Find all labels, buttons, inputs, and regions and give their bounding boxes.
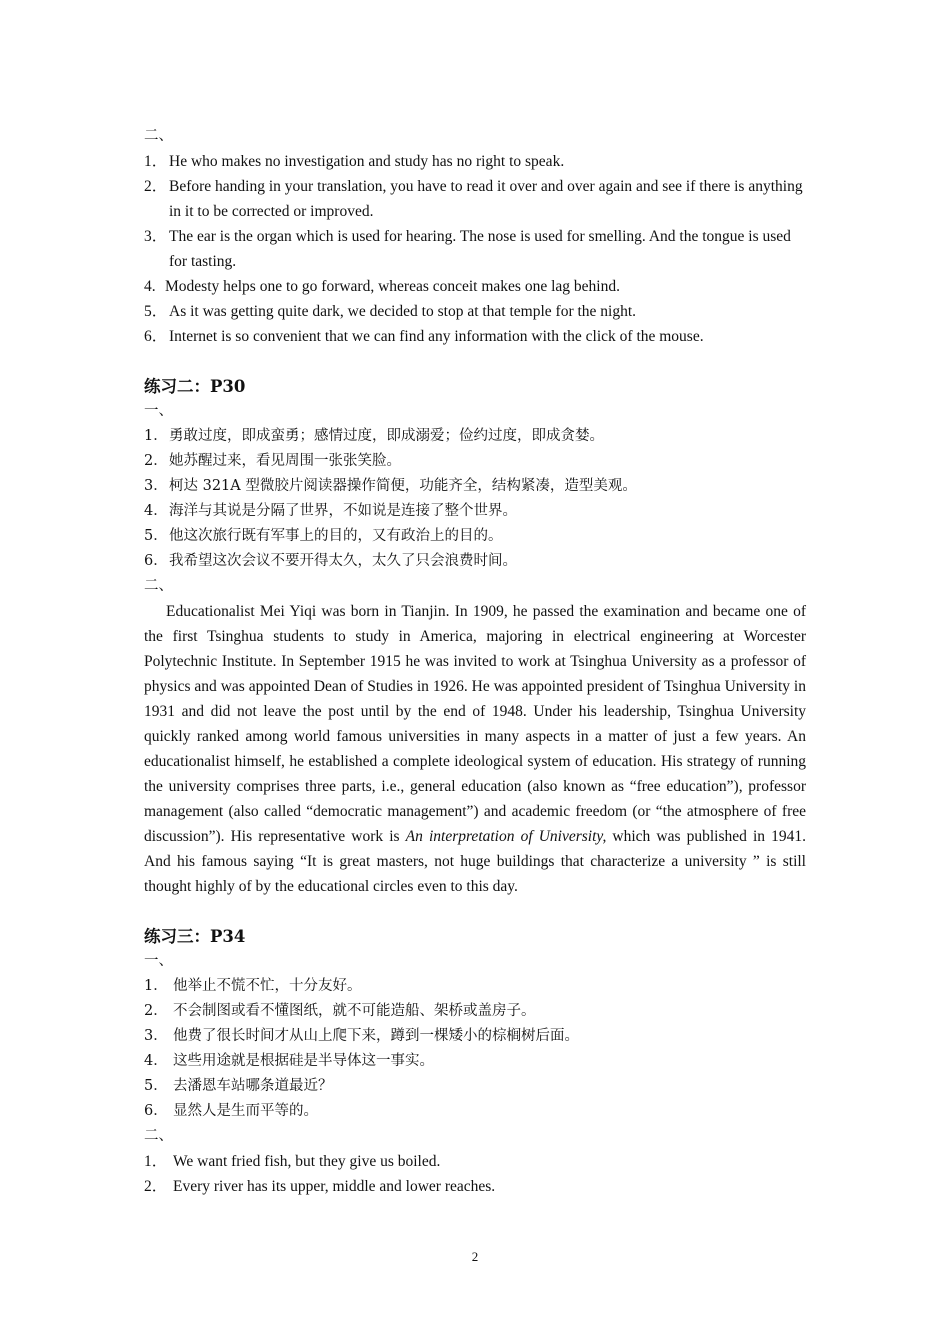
item-number: 3． (144, 1028, 168, 1044)
item-text: 她苏醒过来，看见周围一张张笑脸。 (169, 453, 401, 469)
item-text: 不会制图或看不懂图纸，就不可能造船、架桥或盖房子。 (173, 1003, 536, 1019)
item-text: Internet is so convenient that we can find any information with the click of the mouse. (169, 328, 704, 345)
item-text: Before handing in your translation, you have to read it over and over again and see if there is anything in it to be corrected or improved. (169, 178, 803, 220)
item-number: 5． (144, 528, 168, 544)
list-item (144, 424, 806, 449)
list-item (144, 1024, 806, 1049)
item-text: Every river has its upper, middle and lower reaches. (173, 1178, 496, 1195)
list-item (144, 299, 806, 324)
item-text: 去潘恩车站哪条道最近？ (173, 1078, 333, 1094)
list-item (144, 524, 806, 549)
page-content (144, 124, 806, 1199)
section-label: 二、 (144, 128, 173, 144)
list-item (144, 274, 806, 299)
item-text: Modesty helps one to go forward, whereas conceit makes one lag behind. (165, 278, 620, 295)
list-item (144, 974, 806, 999)
item-number: 1． (144, 428, 168, 444)
item-number: 2． (144, 453, 168, 469)
list-item (144, 149, 806, 174)
item-number: 4． (144, 503, 168, 519)
item-text: As it was getting quite dark, we decided to stop at that temple for the night. (169, 303, 637, 320)
item-text: 显然人是生而平等的。 (173, 1103, 318, 1119)
item-number: 1． (144, 978, 168, 994)
list-item (144, 1174, 806, 1199)
translation-list (144, 1149, 806, 1199)
item-number: 2． (144, 1178, 168, 1195)
item-number: 4. (144, 278, 156, 295)
section-label: 一、 (144, 403, 173, 419)
item-text: We want fried fish, but they give us boiled. (173, 1153, 441, 1170)
item-text: 海洋与其说是分隔了世界，不如说是连接了整个世界。 (169, 503, 517, 519)
list-item (144, 499, 806, 524)
list-item (144, 449, 806, 474)
list-item (144, 549, 806, 574)
item-number: 3． (144, 478, 168, 494)
item-number: 2． (144, 178, 168, 195)
item-text: He who makes no investigation and study has no right to speak. (169, 153, 565, 170)
list-item (144, 1074, 806, 1099)
translation-paragraph (144, 599, 806, 899)
item-number: 6． (144, 553, 168, 569)
item-number: 6． (144, 1103, 168, 1119)
item-text: 他费了很长时间才从山上爬下来，蹲到一棵矮小的棕榈树后面。 (173, 1028, 579, 1044)
item-text: 柯达 321A 型微胶片阅读器操作简便，功能齐全，结构紧凑，造型美观。 (169, 478, 637, 494)
book-title: An interpretation of University, (405, 828, 607, 845)
paragraph-text: which was published in 1941. And his famous saying “It is great masters, not huge buildings that characterize a university ” is still thought highly of by the educational circles even to this day. (144, 828, 806, 895)
paragraph-text: Educationalist Mei Yiqi was born in Tianjin. In 1909, he passed the examination and became one of the first Tsinghua students to study in America, majoring in electrical engineering at Worcester Polytechnic Institute. In September 1915 he was invited to work at Tsinghua University as a professor of physics and was appointed Dean of Studies in 1926. He was appointed president of Tsinghua University in 1931 and did not leave the post until by the end of 1948. Under his leadership, Tsinghua University quickly ranked among world famous universities in many aspects in a matter of just a few years. An educationalist himself, he established a complete ideological system of education. His strategy of running the university comprises three parts, i.e., general education (also known as “free education”), professor management (also called “democratic management”) and academic freedom (or “the atmosphere of free discussion”). His representative work is (144, 603, 806, 845)
section-label: 一、 (144, 953, 173, 969)
list-item (144, 1099, 806, 1124)
section-label: 二、 (144, 1128, 173, 1144)
exercise-title: 练习三：P34 (144, 927, 246, 946)
list-item (144, 999, 806, 1024)
list-item (144, 324, 806, 349)
list-item (144, 174, 806, 224)
page-number: 2 (471, 1249, 479, 1264)
item-number: 1． (144, 153, 168, 170)
translation-list (144, 424, 806, 574)
list-item (144, 474, 806, 499)
list-item (144, 224, 806, 274)
item-text: 他这次旅行既有军事上的目的，又有政治上的目的。 (169, 528, 503, 544)
item-text: 勇敢过度，即成蛮勇；感情过度，即成溺爱；俭约过度，即成贪婪。 (169, 428, 604, 444)
item-number: 2． (144, 1003, 168, 1019)
item-text: The ear is the organ which is used for hearing. The nose is used for smelling. And the tongue is used for tasting. (169, 228, 791, 270)
list-item (144, 1149, 806, 1174)
item-number: 5． (144, 303, 168, 320)
list-item (144, 1049, 806, 1074)
item-number: 1． (144, 1153, 168, 1170)
item-number: 4． (144, 1053, 168, 1069)
item-number: 3． (144, 228, 168, 245)
translation-list (144, 974, 806, 1124)
item-number: 6． (144, 328, 168, 345)
translation-list (144, 149, 806, 349)
item-text: 这些用途就是根据硅是半导体这一事实。 (173, 1053, 434, 1069)
item-number: 5． (144, 1078, 168, 1094)
section-label: 二、 (144, 578, 173, 594)
item-text: 我希望这次会议不要开得太久，太久了只会浪费时间。 (169, 553, 517, 569)
exercise-title: 练习二：P30 (144, 377, 246, 396)
item-text: 他举止不慌不忙，十分友好。 (173, 978, 362, 994)
